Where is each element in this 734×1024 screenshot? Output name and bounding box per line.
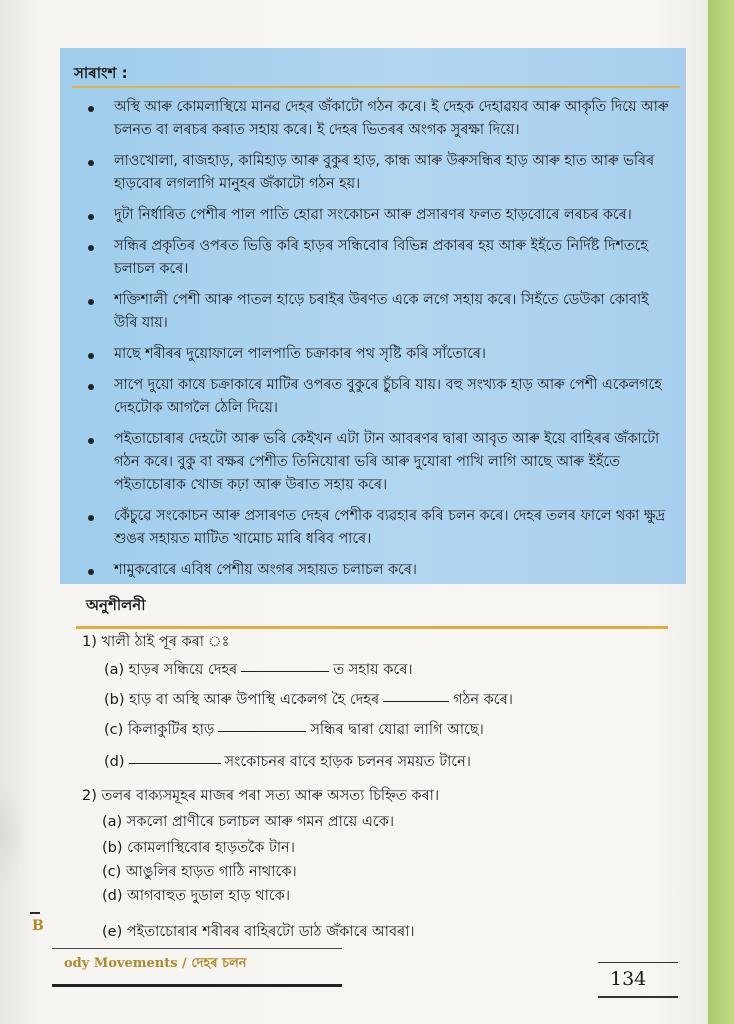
true-false-item: (a) সকলো প্ৰাণীৰে চলাচল আৰু গমন প্ৰায়ে একে।	[102, 814, 395, 830]
page-number-rule-top	[598, 962, 678, 963]
true-false-item: (c) আঙুলিৰ হাড়ত গাঠি নাথাকে।	[102, 864, 297, 880]
summary-heading: সাৰাংশ :	[74, 64, 128, 82]
summary-bullet: শক্তিশালী পেশী আৰু পাতল হাড়ে চৰাইৰ উৰণত একে লগে সহায় কৰে। সিহঁতে ডেউকা কোবাই উৰি যায়।	[86, 289, 676, 335]
summary-bullet-list	[86, 96, 676, 590]
summary-bullet: কেঁচুৱে সংকোচন আৰু প্ৰসাৰণত দেহৰ পেশীক ব্যৱহাৰ কৰি চলন কৰে। দেহৰ তলৰ ফালে থকা ক্ষুদ্ৰ শুঙৰ সহায়ত মাটিত খামোচ মাৰি ধৰিব পাৰে।	[86, 505, 676, 551]
true-false-item: (d) আগবাহুত দুডাল হাড় থাকে।	[102, 888, 291, 904]
summary-bullet: সন্ধিৰ প্ৰকৃতিৰ ওপৰত ভিত্তি কৰি হাড়ৰ সন্ধিবোৰ বিভিন্ন প্ৰকাৰৰ হয় আৰু ইহঁতে নির্দিষ্ট দিশতহে চলাচল কৰে।	[86, 235, 676, 281]
fill-blank-item: (d) সংকোচনৰ বাবে হাড়ক চলনৰ সময়ত টানে।	[104, 754, 471, 770]
summary-bullet: লাওখোলা, ৰাজহাড়, কামিহাড় আৰু বুকুৰ হাড়, কান্ধ আৰু উৰুসন্ধিৰ হাড় আৰু হাত আৰু ভৰিৰ হাড়বোৰ লগলাগি মানুহৰ জঁকাটো গঠন হয়।	[86, 150, 676, 196]
answer-blank[interactable]	[218, 731, 306, 732]
bullet-dot-icon	[88, 384, 94, 390]
summary-bullet: শামুকবোৰে এবিধ পেশীয় অংগৰ সহায়ত চলাচল কৰে।	[86, 559, 676, 582]
page-edge-strip	[708, 0, 734, 1024]
bullet-dot-icon	[88, 353, 94, 359]
question-1-title: 1) খালী ঠাই পূৰ কৰা ঃ	[82, 634, 230, 650]
answer-blank[interactable]	[241, 671, 329, 672]
bullet-dot-icon	[88, 438, 94, 444]
fill-blank-item: (c) কিলাকুটিৰ হাড় সন্ধিৰ দ্বাৰা যোৱা লাগি আছে।	[104, 722, 484, 738]
true-false-item: (e) পইতাচোৰাৰ শৰীৰৰ বাহিৰটো ডাঠ জঁকাৰে আবৰা।	[102, 924, 415, 940]
bullet-dot-icon	[88, 160, 94, 166]
page-number-rule-bottom	[598, 996, 678, 998]
summary-bullet: মাছে শৰীৰৰ দুয়োফালে পালপাতি চক্ৰাকাৰ পথ সৃষ্টি কৰি সাঁতোৰে।	[86, 343, 676, 366]
summary-rule	[72, 86, 680, 88]
exercises-heading: অনুশীলনী	[86, 596, 146, 614]
summary-bullet: দুটা নির্ধাৰিত পেশীৰ পাল পাতি হোৱা সংকোচন আৰু প্ৰসাৰণৰ ফলত হাড়বোৰে লৰচৰ কৰে।	[86, 204, 676, 227]
bullet-dot-icon	[88, 245, 94, 251]
true-false-item: (b) কোমলাস্থিবোৰ হাড়তকৈ টান।	[102, 840, 295, 856]
answer-blank[interactable]	[383, 701, 449, 702]
side-tab-letter: B	[32, 918, 44, 934]
answer-blank[interactable]	[129, 763, 221, 764]
bullet-dot-icon	[88, 515, 94, 521]
question-2-title: 2) তলৰ বাক্যসমূহৰ মাজৰ পৰা সত্য আৰু অসত্য চিহ্নিত কৰা।	[82, 788, 440, 804]
summary-bullet: অস্থি আৰু কোমলাস্থিয়ে মানৱ দেহৰ জঁকাটো গঠন কৰে। ই দেহক দেহাৱয়ব আৰু আকৃতি দিয়ে আৰু চলনত বা লৰচৰ কৰাত সহায় কৰে। ই দেহৰ ভিতৰৰ অংগক সুৰক্ষা দিয়ে।	[86, 96, 676, 142]
page-number: 134	[610, 968, 647, 990]
footer-rule-top	[52, 948, 342, 949]
footer-rule-bottom	[52, 984, 342, 987]
bullet-dot-icon	[88, 299, 94, 305]
summary-bullet: পইতাচোৰাৰ দেহটো আৰু ভৰি কেইখন এটা টান আবৰণৰ দ্বাৰা আবৃত আৰু ইয়ে বাহিৰৰ জঁকাটো গঠন কৰে। বুকু বা বক্ষৰ পেশীত তিনিযোৰা ভৰি আৰু দুযোৰা পাখি লাগি আছে আৰু ইহঁতে পইতাচোৰাক খোজ কঢ়া আৰু উৰাত সহায় কৰে।	[86, 428, 676, 497]
exercises-rule	[76, 626, 668, 629]
bullet-dot-icon	[88, 106, 94, 112]
chapter-footer: ody Movements / দেহৰ চলন	[64, 956, 247, 971]
page-scuff	[0, 780, 26, 890]
summary-bullet: সাপে দুয়ো কাষে চক্ৰাকাৰে মাটিৰ ওপৰত বুকুৰে চুঁচৰি যায়। বহু সংখ্যক হাড় আৰু পেশী একেলগহে দেহটোক আগলৈ ঠেলি দিয়ে।	[86, 374, 676, 420]
bullet-dot-icon	[88, 214, 94, 220]
bullet-dot-icon	[88, 569, 94, 575]
fill-blank-item: (a) হাড়ৰ সন্ধিয়ে দেহৰ ত সহায় কৰে।	[104, 662, 413, 678]
fill-blank-item: (b) হাড় বা অস্থি আৰু উপাস্থি একেলগ হৈ দেহৰ গঠন কৰে।	[104, 692, 513, 708]
side-tab-mark	[30, 912, 40, 914]
